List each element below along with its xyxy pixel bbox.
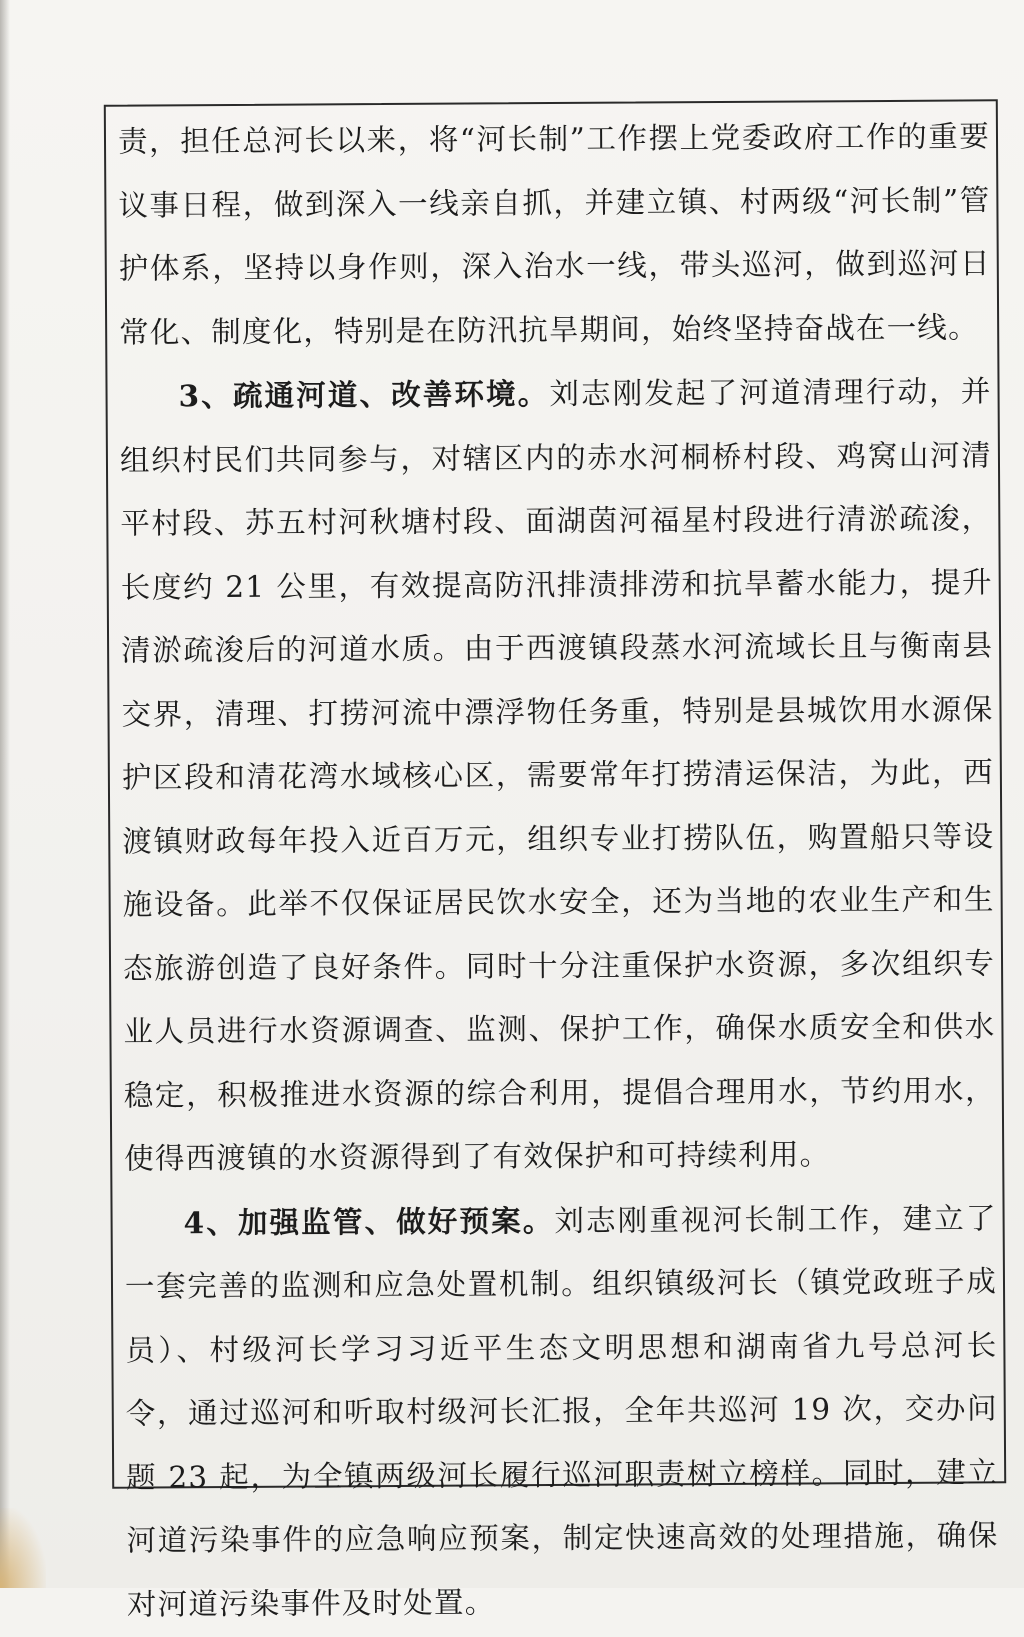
paragraph-3-text: 刘志刚重视河长制工作，建立了一套完善的监测和应急处置机制。组织镇级河长（镇党政班子成员）、村级河长学习习近平生态文明思想和湖南省九号总河长令，通过巡河和听取村级河长汇报，全年共巡河 19 次，交办问题 23 起，为全镇两级河长履行巡河职责树立榜样。同时，建立河道污染事件的应急响应预案，制定快速高效的处理措施，确保对河道污染事件及时处置。	[124, 1200, 999, 1622]
paragraph-1-text: 责，担任总河长以来，将“河长制”工作摆上党委政府工作的重要议事日程，做到深入一线亲自抓，并建立镇、村两级“河长制”管护体系，坚持以身作则，深入治水一线，带头巡河，做到巡河日常化、制度化，特别是在防汛抗旱期间，始终坚持奋战在一线。	[117, 119, 991, 350]
paragraph-2	[119, 359, 996, 1191]
paragraph-3	[124, 1186, 999, 1637]
corner-stain	[0, 1508, 46, 1588]
paragraph-2-text: 刘志刚发起了河道清理行动，并组织村民们共同参与，对辖区内的赤水河桐桥村段、鸡窝山河清平村段、苏五村河秋塘村段、面湖茵河福星村段进行清淤疏浚，长度约 21 公里，有效提高防汛排渍排涝和抗旱蓄水能力，提升清淤疏浚后的河道水质。由于西渡镇段蒸水河流域长且与衡南县交界，清理、打捞河流中漂浮物任务重，特别是县城饮用水源保护区段和清花湾水域核心区，需要常年打捞清运保洁，为此，西渡镇财政每年投入近百万元，组织专业打捞队伍，购置船只等设施设备。此举不仅保证居民饮水安全，还为当地的农业生产和生态旅游创造了良好条件。同时十分注重保护水资源，多次组织专业人员进行水资源调查、监测、保护工作，确保水质安全和供水稳定，积极推进水资源的综合利用，提倡合理用水，节约用水，使得西渡镇的水资源得到了有效保护和可持续利用。	[119, 374, 996, 1176]
document-body	[118, 105, 999, 1636]
section-4-heading: 4、加强监管、做好预案。	[183, 1202, 555, 1240]
paragraph-1	[118, 105, 992, 364]
text-frame	[104, 99, 1006, 1622]
section-3-heading: 3、疏通河道、改善环境。	[178, 376, 550, 414]
page-edge-shadow	[0, 0, 10, 1588]
